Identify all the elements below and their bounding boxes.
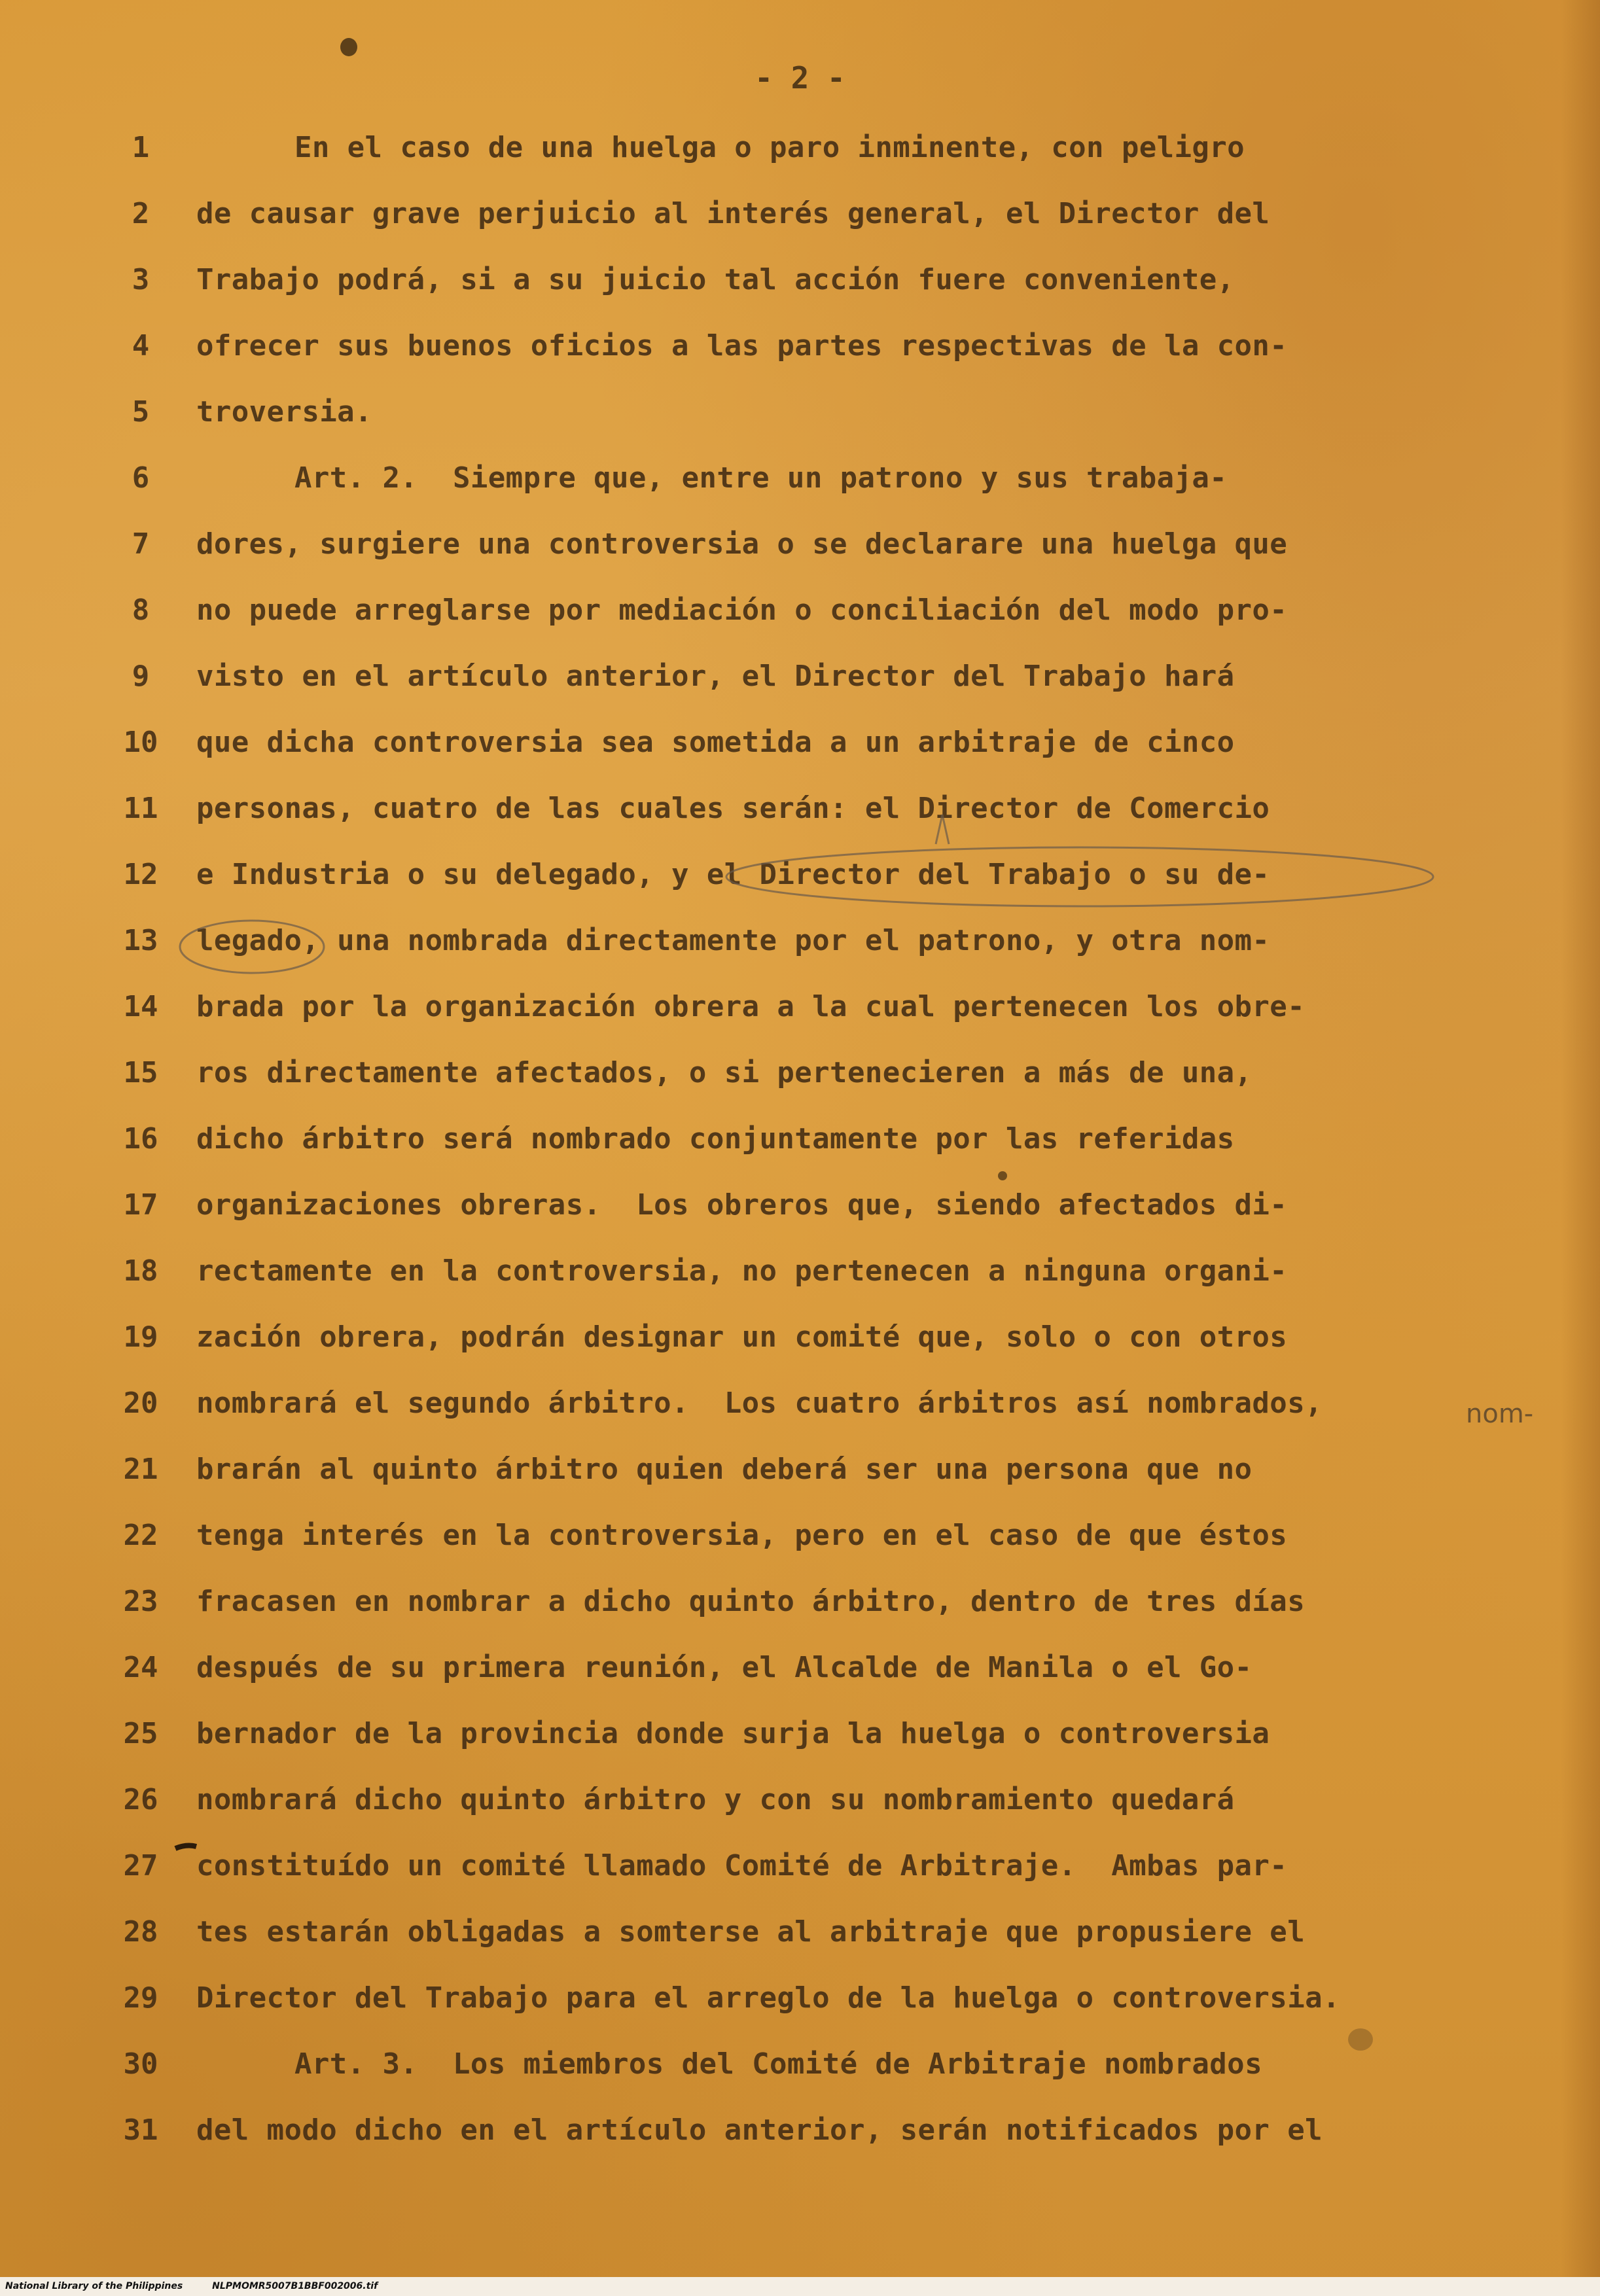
line-text: troversia. <box>196 395 372 429</box>
line-text: nombrará el segundo árbitro. Los cuatro árbitros así nombrados, <box>196 1386 1323 1420</box>
line-number: 22 <box>123 1519 158 1552</box>
line-text: después de su primera reunión, el Alcalde de Manila o el Go- <box>196 1651 1253 1684</box>
line-text: dores, surgiere una controversia o se declarare una huelga que <box>196 527 1288 561</box>
line-number: 23 <box>123 1585 158 1618</box>
line-text: Director del Trabajo para el arreglo de la huelga o controversia. <box>196 1981 1340 2015</box>
line-number: 24 <box>123 1651 158 1684</box>
line-number: 18 <box>123 1254 158 1288</box>
line-number: 4 <box>132 329 150 362</box>
footer-filename: NLPMOMR5007B1BBF002006.tif <box>212 2281 378 2291</box>
line-text: brada por la organización obrera a la cual pertenecen los obre- <box>196 990 1306 1023</box>
line-number: 19 <box>123 1320 158 1354</box>
line-text: brarán al quinto árbitro quien deberá ser una persona que no <box>196 1453 1253 1486</box>
line-number: 31 <box>123 2113 158 2147</box>
line-text: visto en el artículo anterior, el Director del Trabajo hará <box>196 660 1235 693</box>
line-number: 10 <box>123 726 158 759</box>
line-text: zación obrera, podrán designar un comité que, solo o con otros <box>196 1320 1288 1354</box>
line-text: Art. 3. Los miembros del Comité de Arbitraje nombrados <box>294 2047 1262 2081</box>
line-text: dicho árbitro será nombrado conjuntamente por las referidas <box>196 1122 1235 1156</box>
pen-stroke <box>175 1846 196 1848</box>
line-number: 13 <box>123 924 158 957</box>
line-text: constituído un comité llamado Comité de Arbitraje. Ambas par- <box>196 1849 1288 1882</box>
line-text: que dicha controversia sea sometida a un arbitraje de cinco <box>196 726 1235 759</box>
line-text: del modo dicho en el artículo anterior, serán notificados por el <box>196 2113 1323 2147</box>
line-text: Art. 2. Siempre que, entre un patrono y sus trabaja- <box>294 461 1228 495</box>
line-text: organizaciones obreras. Los obreros que, siendo afectados di- <box>196 1188 1288 1222</box>
line-text: e Industria o su delegado, y el Director del Trabajo o su de- <box>196 858 1270 891</box>
pencil-caret <box>936 815 949 844</box>
page-number: - 2 - <box>755 60 845 96</box>
line-number: 3 <box>132 263 150 296</box>
line-number: 29 <box>123 1981 158 2015</box>
line-text: bernador de la provincia donde surja la huelga o controversia <box>196 1717 1270 1750</box>
archive-footer <box>0 2277 1600 2296</box>
line-number: 17 <box>123 1188 158 1222</box>
line-number: 9 <box>132 660 150 693</box>
line-number: 15 <box>123 1056 158 1089</box>
line-number: 21 <box>123 1453 158 1486</box>
line-number: 25 <box>123 1717 158 1750</box>
line-text: Trabajo podrá, si a su juicio tal acción fuere conveniente, <box>196 263 1235 296</box>
line-number: 30 <box>123 2047 158 2081</box>
line-text: no puede arreglarse por mediación o conciliación del modo pro- <box>196 593 1288 627</box>
line-text: rectamente en la controversia, no pertenecen a ninguna organi- <box>196 1254 1288 1288</box>
line-text: legado, una nombrada directamente por el patrono, y otra nom- <box>196 924 1270 957</box>
line-number: 28 <box>123 1915 158 1949</box>
line-text: personas, cuatro de las cuales serán: el Director de Comercio <box>196 792 1270 825</box>
line-number: 14 <box>123 990 158 1023</box>
line-number: 26 <box>123 1783 158 1816</box>
line-text: tenga interés en la controversia, pero en el caso de que éstos <box>196 1519 1288 1552</box>
pencil-note: nom- <box>1466 1399 1534 1429</box>
pencil-circle <box>726 847 1433 906</box>
line-number: 6 <box>132 461 150 495</box>
line-text: fracasen en nombrar a dicho quinto árbitro, dentro de tres días <box>196 1585 1306 1618</box>
line-text: ofrecer sus buenos oficios a las partes respectivas de la con- <box>196 329 1288 362</box>
line-number: 27 <box>123 1849 158 1882</box>
line-number: 12 <box>123 858 158 891</box>
line-text: ros directamente afectados, o si pertenecieren a más de una, <box>196 1056 1253 1089</box>
line-text: de causar grave perjuicio al interés general, el Director del <box>196 197 1270 230</box>
line-number: 2 <box>132 197 150 230</box>
line-text: tes estarán obligadas a somterse al arbitraje que propusiere el <box>196 1915 1306 1949</box>
footer-source: National Library of the Philippines <box>5 2281 183 2291</box>
line-number: 16 <box>123 1122 158 1156</box>
line-text: En el caso de una huelga o paro inminente, con peligro <box>294 131 1245 164</box>
line-number: 11 <box>123 792 158 825</box>
line-number: 8 <box>132 593 150 627</box>
pencil-circle <box>180 921 324 973</box>
line-number: 5 <box>132 395 150 429</box>
line-text: nombrará dicho quinto árbitro y con su nombramiento quedará <box>196 1783 1235 1816</box>
line-number: 7 <box>132 527 150 561</box>
line-number: 1 <box>132 131 150 164</box>
line-number: 20 <box>123 1386 158 1420</box>
